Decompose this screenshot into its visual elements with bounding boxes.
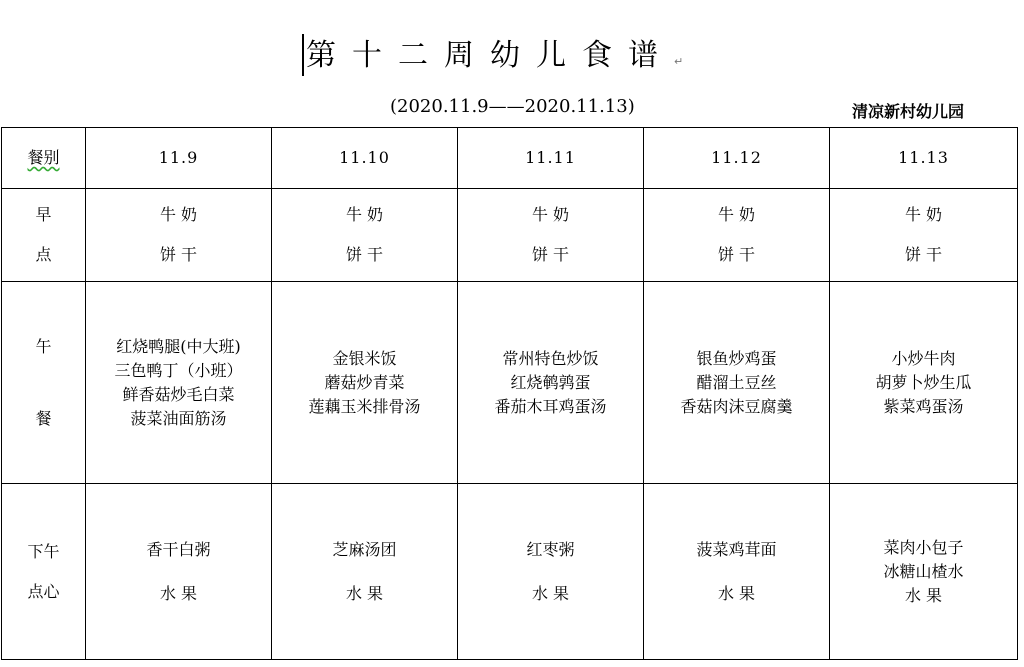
breakfast-row	[2, 189, 1018, 282]
menu-table	[1, 127, 1018, 660]
breakfast-cell: 牛 奶 饼 干	[830, 189, 1018, 282]
snack-label: 下午 点心	[2, 484, 86, 660]
breakfast-label: 早 点	[2, 189, 86, 282]
snack-row	[2, 484, 1018, 660]
snack-cell: 红枣粥 水 果	[458, 484, 644, 660]
date-header: 11.11	[458, 128, 644, 189]
date-header: 11.9	[86, 128, 272, 189]
lunch-cell: 常州特色炒饭 红烧鹌鹑蛋 番茄木耳鸡蛋汤	[458, 282, 644, 484]
snack-cell: 芝麻汤团 水 果	[272, 484, 458, 660]
text-cursor	[302, 34, 304, 76]
snack-cell: 香干白粥 水 果	[86, 484, 272, 660]
breakfast-cell: 牛 奶 饼 干	[458, 189, 644, 282]
breakfast-cell: 牛 奶 饼 干	[86, 189, 272, 282]
lunch-cell: 小炒牛肉 胡萝卜炒生瓜 紫菜鸡蛋汤	[830, 282, 1018, 484]
snack-cell: 菠菜鸡茸面 水 果	[644, 484, 830, 660]
breakfast-cell: 牛 奶 饼 干	[644, 189, 830, 282]
date-header: 11.13	[830, 128, 1018, 189]
breakfast-cell: 牛 奶 饼 干	[272, 189, 458, 282]
meal-type-header: 餐别	[2, 128, 86, 189]
lunch-cell: 红烧鸭腿(中大班) 三色鸭丁（小班） 鲜香菇炒毛白菜 菠菜油面筋汤	[86, 282, 272, 484]
paragraph-mark-icon: ↵	[674, 55, 684, 68]
lunch-row	[2, 282, 1018, 484]
date-header: 11.12	[644, 128, 830, 189]
date-header: 11.10	[272, 128, 458, 189]
lunch-label: 午 餐	[2, 282, 86, 484]
lunch-cell: 银鱼炒鸡蛋 醋溜土豆丝 香菇肉沫豆腐羹	[644, 282, 830, 484]
page-title: 第十二周幼儿食谱↵	[306, 38, 684, 73]
header-row	[2, 128, 1018, 189]
snack-cell: 菜肉小包子 冰糖山楂水 水 果	[830, 484, 1018, 660]
school-name: 清凉新村幼儿园	[852, 102, 965, 121]
date-range: (2020.11.9——2020.11.13)	[390, 96, 635, 117]
lunch-cell: 金银米饭 蘑菇炒青菜 莲藕玉米排骨汤	[272, 282, 458, 484]
